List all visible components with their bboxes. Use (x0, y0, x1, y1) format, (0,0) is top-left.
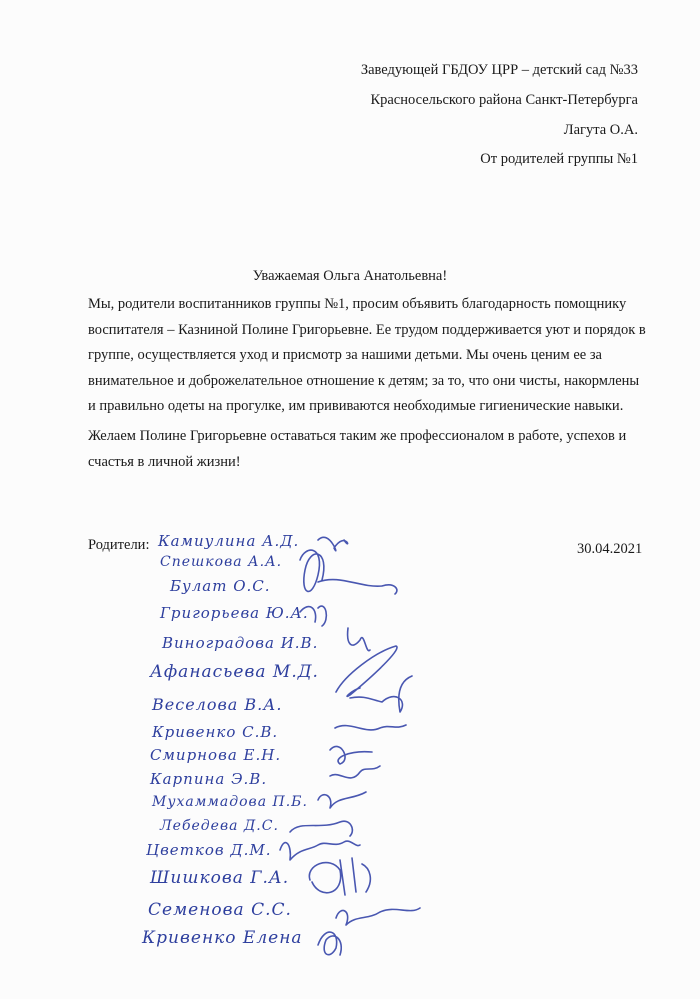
body-paragraph-1 (88, 292, 648, 420)
body-line: счастья в личной жизни! (88, 453, 241, 470)
signature: Карпина Э.В. (150, 770, 268, 788)
scrawl-mark (336, 646, 397, 696)
signature: Григорьева Ю.А. (160, 604, 309, 622)
signature: Кривенко Елена (142, 928, 303, 948)
scrawl-mark (335, 725, 406, 730)
signature: Виноградова И.В. (162, 634, 319, 652)
body-line: Мы, родители воспитанников группы №1, просим объявить благодарность помощнику (88, 296, 627, 312)
body-line: внимательное и доброжелательное отношение к детям; за то, что они чисты, накормлены (88, 372, 640, 389)
signature: Мухаммадова П.Б. (152, 794, 308, 810)
scrawl-mark (318, 792, 366, 808)
signature: Кривенко С.В. (152, 723, 279, 741)
scrawl-mark (336, 908, 420, 925)
scrawl-mark (330, 746, 372, 764)
body-line: и правильно одеты на прогулке, им прививаются необходимые гигиенические навыки. (88, 398, 624, 414)
scrawl-mark (290, 821, 352, 836)
letter-date: 30.04.2021 (577, 541, 643, 557)
signature: Шишкова Г.А. (150, 868, 290, 888)
scrawl-mark (350, 676, 412, 712)
scrawl-mark (318, 580, 397, 594)
salutation: Уважаемая Ольга Анатольевна! (252, 268, 448, 284)
signatures-label: Родители: (88, 537, 150, 553)
body-line: Желаем Полине Григорьевне оставаться таким же профессионалом в работе, успехов и (88, 428, 627, 444)
body-line: группе, осуществляется уход и присмотр за нашими детьми. Мы очень ценим ее за (88, 347, 602, 363)
scrawl-mark (280, 841, 360, 860)
signature: Камиулина А.Д. (158, 532, 300, 550)
addressee-line-2: Красносельского района Санкт-Петербурга (370, 92, 638, 108)
scrawl-mark (318, 932, 341, 955)
signature: Семенова С.С. (148, 900, 292, 920)
signature: Цветков Д.М. (146, 841, 272, 859)
addressee-line-1: Заведующей ГБДОУ ЦРР – детский сад №33 (360, 62, 638, 78)
scrawl-mark (318, 537, 348, 550)
scrawl-mark (309, 858, 370, 895)
scrawl-mark (300, 550, 324, 591)
addressee-name: Лагута О.А. (563, 122, 638, 138)
body-line: воспитателя – Казниной Полине Григорьевне. Ее трудом поддерживается уют и порядок в (88, 321, 646, 338)
scrawl-mark (348, 628, 370, 651)
signature: Спешкова А.А. (160, 554, 283, 570)
body-paragraph-2 (88, 424, 648, 475)
sender-line: От родителей группы №1 (480, 151, 638, 167)
signature: Булат О.С. (170, 577, 271, 595)
signature: Афанасьева М.Д. (150, 662, 319, 682)
scrawl-mark (330, 766, 380, 778)
signature: Лебедева Д.С. (160, 818, 279, 834)
signature: Смирнова Е.Н. (150, 746, 282, 764)
signature: Веселова В.А. (152, 695, 283, 714)
